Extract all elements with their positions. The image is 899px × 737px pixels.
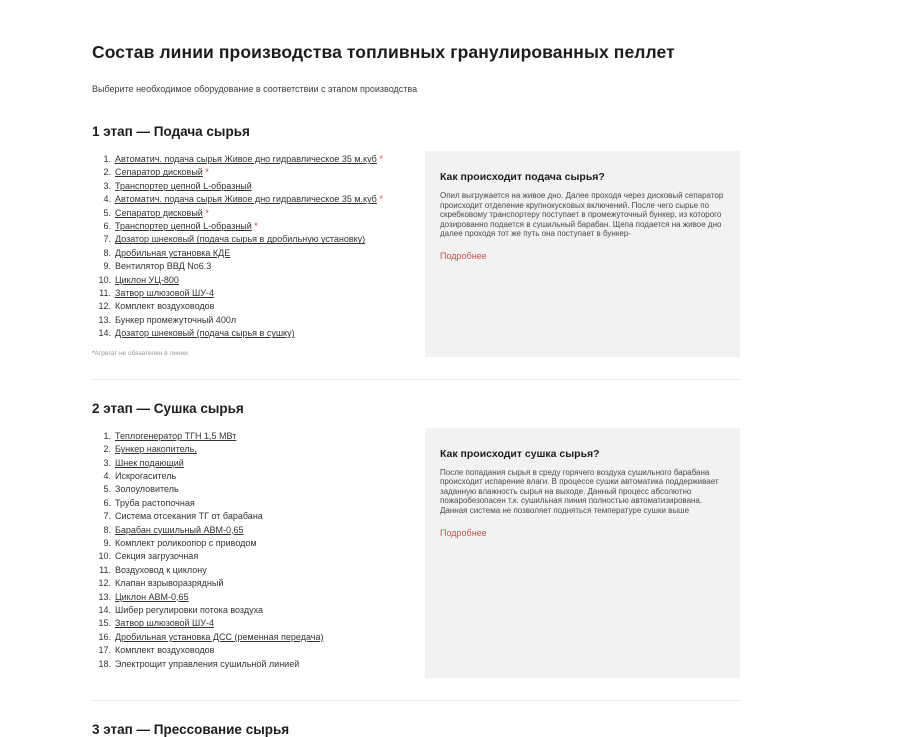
equipment-list-item	[92, 524, 425, 537]
equipment-list-item	[92, 207, 425, 220]
equipment-item-label: Клапан взрыворазрядный	[115, 578, 224, 589]
equipment-item-label: Золоуловитель	[115, 484, 179, 495]
equipment-item-label[interactable]: Затвор шлюзовой ШУ-4	[115, 288, 214, 299]
footnote-asterisk: *	[92, 349, 95, 357]
equipment-list-item	[92, 314, 425, 327]
equipment-list-item	[92, 470, 425, 483]
equipment-list-item	[92, 287, 425, 300]
footnote-text: Агрегат не обязателен в линии	[94, 349, 188, 357]
equipment-list-item	[92, 537, 425, 550]
equipment-list-item	[92, 510, 425, 523]
equipment-item-label: Комплект роликоопор с приводом	[115, 537, 257, 548]
stage1-more-link[interactable]: Подробнее	[440, 250, 487, 261]
section-divider-2	[92, 700, 740, 701]
equipment-item-label[interactable]: Циклон УЦ-800	[115, 274, 179, 285]
required-asterisk: *	[202, 167, 209, 178]
stage2-more-link[interactable]: Подробнее	[440, 527, 487, 538]
equipment-item-label[interactable]: Теплогенератор ТГН 1,5 МВт	[115, 430, 237, 441]
equipment-list-item	[92, 631, 425, 644]
equipment-item-label[interactable]: Затвор шлюзовой ШУ-4	[115, 618, 214, 629]
equipment-list-item	[92, 591, 425, 604]
equipment-list-item	[92, 220, 425, 233]
stage1-info-text: Опил выгружается на живое дно. Далее проходя через дисковый сепаратор происходит отделение крупнокусковых включений. После чего сырье по скребковому транспортеру поступает в промежуточный бункер, из которого дозированно подается в сушильный барабан. Щепа подается на живое дно далее проходя тот же путь она поступает в бункер-	[440, 191, 724, 239]
equipment-item-label: Комплект воздуховодов	[115, 301, 215, 312]
equipment-item-label[interactable]: Сепаратор дисковый	[115, 207, 203, 218]
equipment-item-label: Комплект воздуховодов	[115, 645, 215, 656]
stage1-heading: 1 этап — Подача сырья	[92, 124, 250, 139]
equipment-item-label[interactable]: Автоматич. подача сырья Живое дно гидравлическое 35 м.куб	[115, 154, 377, 164]
equipment-list-item	[92, 457, 425, 470]
equipment-item-label[interactable]: Автоматич. подача сырья Живое дно гидравлическое 35 м.куб	[115, 194, 377, 205]
equipment-item-label[interactable]: Барабан сушильный АВМ-0,65	[115, 524, 244, 535]
stage2-heading: 2 этап — Сушка сырья	[92, 400, 244, 416]
equipment-list-item	[92, 443, 425, 456]
equipment-list-item	[92, 483, 425, 496]
equipment-list-item	[92, 564, 425, 577]
equipment-item-label: Вентилятор ВВД No6.3	[115, 261, 212, 272]
required-asterisk: *	[202, 207, 209, 218]
stage1-equipment-list	[92, 153, 425, 341]
stage2-equipment-list	[92, 430, 425, 671]
page-title: Состав линии производства топливных гранулированных пеллет	[92, 42, 675, 62]
stage2-info-title: Как происходит сушка сырья?	[440, 447, 600, 460]
equipment-item-label: Бункер промежуточный 400л	[115, 314, 237, 325]
equipment-list-item	[92, 327, 425, 340]
stage2-info-text: После попадания сырья в среду горячего воздуха сушильного барабана происходит испарение влаги. В процессе сушки автоматика поддерживает заданную влажность сырья на выходе. Данный процесс абсолютно пожаробезопасен т.к. сушильная линия полностью автоматизирована. Данная система не позволяет подняться температуре сушки выше	[440, 467, 719, 516]
equipment-list-item	[92, 617, 425, 630]
equipment-list-item	[92, 644, 425, 657]
equipment-list-item	[92, 193, 425, 206]
required-asterisk: *	[376, 194, 383, 205]
equipment-list-item	[92, 300, 425, 313]
equipment-item-label[interactable]: Циклон АВМ-0,65	[115, 591, 189, 602]
equipment-list-item	[92, 233, 425, 246]
stage1-equipment-column	[92, 151, 425, 357]
equipment-list-item	[92, 430, 425, 443]
equipment-item-label: Электрощит управления сушильной линией	[115, 658, 300, 669]
equipment-item-label: Искрогаситель	[115, 470, 177, 481]
equipment-item-label[interactable]: Шнек подающий	[115, 457, 184, 468]
equipment-list-item	[92, 577, 425, 590]
equipment-list-item	[92, 274, 425, 287]
equipment-list-item	[92, 658, 425, 671]
stage2-row	[92, 428, 740, 678]
equipment-item-label[interactable]: Дробильная установка ДСС (ременная передача)	[115, 631, 324, 642]
required-asterisk: *	[251, 221, 258, 232]
equipment-list-item	[92, 497, 425, 510]
equipment-list-item	[92, 550, 425, 563]
equipment-item-label[interactable]: Бункер накопитель,	[115, 444, 197, 455]
equipment-item-label: Воздуховод к циклону	[115, 564, 207, 575]
equipment-item-label[interactable]: Дробильная установка КДЕ	[115, 247, 231, 258]
stage2-info-box	[425, 428, 740, 678]
stage1-info-box	[425, 151, 740, 357]
equipment-item-label: Секция загрузочная	[115, 551, 199, 562]
page-subtitle: Выберите необходимое оборудование в соответствии с этапом производства	[92, 84, 418, 94]
equipment-item-label: Шибер регулировки потока воздуха	[115, 604, 263, 615]
equipment-item-label[interactable]: Дозатор шнековый (подача сырья в дробильную установку)	[115, 234, 366, 245]
equipment-list-item	[92, 180, 425, 193]
equipment-item-label[interactable]: Сепаратор дисковый	[115, 167, 203, 178]
equipment-list-item	[92, 260, 425, 273]
equipment-list-item	[92, 247, 425, 260]
footnote	[92, 350, 425, 357]
equipment-item-label: Труба растопочная	[115, 497, 195, 508]
stage3-heading: 3 этап — Прессование сырья	[92, 721, 290, 737]
equipment-item-label: Система отсекания ТГ от барабана	[115, 511, 263, 522]
equipment-item-label[interactable]: Транспортер цепной L-образный	[115, 221, 252, 232]
equipment-item-label[interactable]: Дозатор шнековый (подача сырья в сушку)	[115, 328, 295, 339]
equipment-list-item	[92, 153, 425, 166]
stage2-equipment-column	[92, 428, 425, 678]
stage1-info-title: Как происходит подача сырья?	[440, 171, 605, 183]
section-divider-1	[92, 379, 740, 380]
equipment-item-label[interactable]: Транспортер цепной L-образный	[115, 180, 252, 191]
required-asterisk: *	[376, 154, 383, 164]
equipment-list-item	[92, 604, 425, 617]
stage1-row	[92, 151, 740, 357]
equipment-list-item	[92, 166, 425, 179]
